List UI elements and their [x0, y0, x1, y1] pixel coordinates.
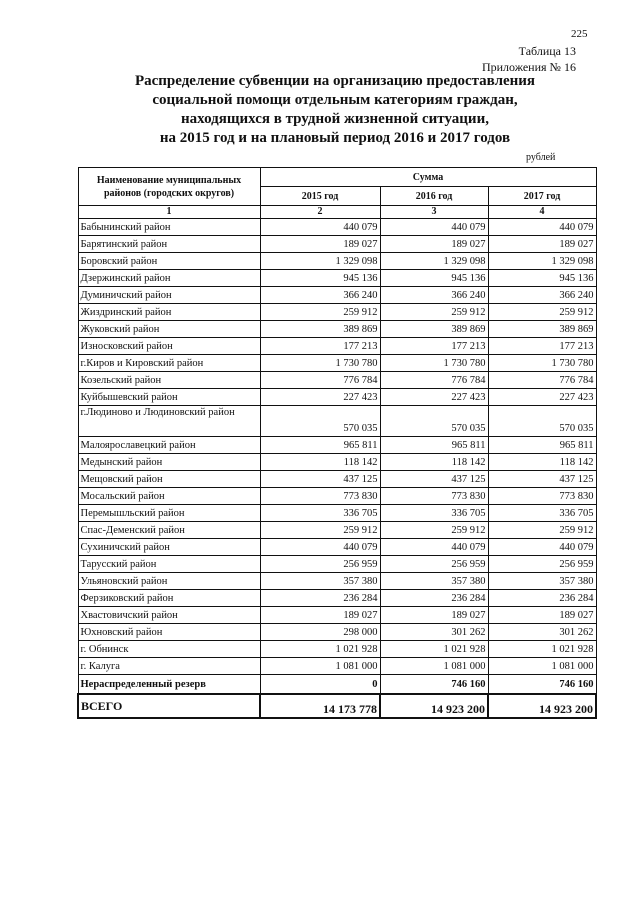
district-name: Мещовский район	[78, 471, 260, 488]
district-name: Козельский район	[78, 372, 260, 389]
amount-2015: 256 959	[260, 556, 380, 573]
amount-2016: 259 912	[380, 522, 488, 539]
amount-2016: 440 079	[380, 539, 488, 556]
amount-2017: 776 784	[488, 372, 596, 389]
amount-2016: 1 730 780	[380, 355, 488, 372]
table-row	[78, 304, 596, 321]
amount-2015: 236 284	[260, 590, 380, 607]
title-line: Распределение субвенции на организацию предоставления	[134, 73, 536, 89]
amount-2016: 965 811	[380, 437, 488, 454]
table-row	[78, 624, 596, 641]
amount-2016: 336 705	[380, 505, 488, 522]
table-row	[78, 471, 596, 488]
amount-2016: 389 869	[380, 321, 488, 338]
column-number: 4	[488, 206, 596, 219]
amount-2016: 227 423	[380, 389, 488, 406]
header-year-2016: 2016 год	[380, 187, 488, 206]
table-row	[78, 321, 596, 338]
amount-2017: 570 035	[488, 406, 596, 437]
amount-2017: 236 284	[488, 590, 596, 607]
amount-2017: 965 811	[488, 437, 596, 454]
district-name: Износковский район	[78, 338, 260, 355]
table-row	[78, 505, 596, 522]
amount-2016: 301 262	[380, 624, 488, 641]
amount-2015: 357 380	[260, 573, 380, 590]
amount-2017: 1 081 000	[488, 658, 596, 675]
district-name: Жуковский район	[78, 321, 260, 338]
amount-2015: 773 830	[260, 488, 380, 505]
district-name: г.Киров и Кировский район	[78, 355, 260, 372]
amount-2017: 118 142	[488, 454, 596, 471]
table-row	[78, 658, 596, 675]
district-name: Бабынинский район	[78, 219, 260, 236]
table-row	[78, 522, 596, 539]
table-row	[78, 253, 596, 270]
district-name: г. Калуга	[78, 658, 260, 675]
units-label: рублей	[526, 152, 556, 163]
total-name: ВСЕГО	[78, 694, 260, 718]
amount-2015: 437 125	[260, 471, 380, 488]
amount-2017: 945 136	[488, 270, 596, 287]
total-row	[78, 694, 596, 718]
district-name: г.Людиново и Людиновский район	[78, 406, 260, 437]
district-name: Сухиничский район	[78, 539, 260, 556]
amount-2017: 256 959	[488, 556, 596, 573]
district-name: Тарусский район	[78, 556, 260, 573]
amount-2016: 776 784	[380, 372, 488, 389]
amount-2017: 440 079	[488, 219, 596, 236]
table-row	[78, 355, 596, 372]
district-name: Думиничский район	[78, 287, 260, 304]
total-2017: 14 923 200	[488, 694, 596, 718]
amount-2017: 440 079	[488, 539, 596, 556]
amount-2015: 336 705	[260, 505, 380, 522]
page-number: 225	[571, 28, 588, 40]
amount-2016: 1 081 000	[380, 658, 488, 675]
amount-2017: 259 912	[488, 304, 596, 321]
table-row	[78, 236, 596, 253]
reserve-row	[78, 675, 596, 695]
district-name: Спас-Деменский район	[78, 522, 260, 539]
table-body	[78, 219, 596, 675]
amount-2016: 773 830	[380, 488, 488, 505]
amount-2017: 773 830	[488, 488, 596, 505]
table-row	[78, 406, 596, 437]
amount-2016: 177 213	[380, 338, 488, 355]
amount-2017: 189 027	[488, 236, 596, 253]
header-year-2017: 2017 год	[488, 187, 596, 206]
table-row	[78, 270, 596, 287]
amount-2016: 1 021 928	[380, 641, 488, 658]
amount-2017: 259 912	[488, 522, 596, 539]
column-number: 2	[260, 206, 380, 219]
title-line: находящихся в трудной жизненной ситуации,	[181, 111, 489, 127]
district-name: Мосальский район	[78, 488, 260, 505]
district-name: г. Обнинск	[78, 641, 260, 658]
table-row	[78, 219, 596, 236]
table-row	[78, 488, 596, 505]
district-name: Дзержинский район	[78, 270, 260, 287]
amount-2017: 301 262	[488, 624, 596, 641]
total-2015: 14 173 778	[260, 694, 380, 718]
amount-2015: 189 027	[260, 607, 380, 624]
table-row	[78, 641, 596, 658]
district-name: Хвастовичский район	[78, 607, 260, 624]
district-name: Малоярославецкий район	[78, 437, 260, 454]
amount-2015: 776 784	[260, 372, 380, 389]
reserve-name: Нераспределенный резерв	[78, 675, 260, 695]
amount-2016: 259 912	[380, 304, 488, 321]
amount-2016: 189 027	[380, 236, 488, 253]
title-line: на 2015 год и на плановый период 2016 и 2017 годов	[159, 130, 511, 146]
table-row	[78, 454, 596, 471]
amount-2015: 118 142	[260, 454, 380, 471]
header-name: Наименование муниципальных районов (городских округов)	[78, 168, 260, 206]
district-name: Куйбышевский район	[78, 389, 260, 406]
header-sum: Сумма	[260, 168, 596, 187]
amount-2015: 389 869	[260, 321, 380, 338]
district-name: Жиздринский район	[78, 304, 260, 321]
column-number: 3	[380, 206, 488, 219]
district-name: Боровский район	[78, 253, 260, 270]
table-label: Таблица 13	[518, 44, 576, 58]
amount-2015: 945 136	[260, 270, 380, 287]
amount-2016: 945 136	[380, 270, 488, 287]
district-name: Медынский район	[78, 454, 260, 471]
district-name: Ульяновский район	[78, 573, 260, 590]
amount-2017: 1 329 098	[488, 253, 596, 270]
amount-2017: 336 705	[488, 505, 596, 522]
table-row	[78, 573, 596, 590]
appendix-label: Приложения № 16	[481, 60, 576, 74]
reserve-2017: 746 160	[488, 675, 596, 695]
document-title	[100, 72, 570, 148]
table-row	[78, 389, 596, 406]
amount-2017: 437 125	[488, 471, 596, 488]
amount-2015: 366 240	[260, 287, 380, 304]
table-row	[78, 539, 596, 556]
table-row	[78, 607, 596, 624]
table-reference	[482, 43, 576, 75]
amount-2016: 1 329 098	[380, 253, 488, 270]
district-name: Перемышльский район	[78, 505, 260, 522]
reserve-2015: 0	[260, 675, 380, 695]
amount-2017: 1 021 928	[488, 641, 596, 658]
total-2016: 14 923 200	[380, 694, 488, 718]
table-row	[78, 338, 596, 355]
amount-2017: 189 027	[488, 607, 596, 624]
title-line: социальной помощи отдельным категориям граждан,	[152, 92, 518, 108]
amount-2015: 440 079	[260, 539, 380, 556]
amount-2015: 440 079	[260, 219, 380, 236]
district-name: Ферзиковский район	[78, 590, 260, 607]
amount-2015: 1 730 780	[260, 355, 380, 372]
amount-2017: 366 240	[488, 287, 596, 304]
district-name: Юхновский район	[78, 624, 260, 641]
amount-2017: 227 423	[488, 389, 596, 406]
subvention-table	[77, 167, 597, 719]
amount-2017: 1 730 780	[488, 355, 596, 372]
table-row	[78, 287, 596, 304]
amount-2016: 189 027	[380, 607, 488, 624]
amount-2015: 227 423	[260, 389, 380, 406]
amount-2016: 570 035	[380, 406, 488, 437]
amount-2016: 366 240	[380, 287, 488, 304]
amount-2017: 357 380	[488, 573, 596, 590]
amount-2016: 437 125	[380, 471, 488, 488]
reserve-2016: 746 160	[380, 675, 488, 695]
amount-2015: 259 912	[260, 304, 380, 321]
amount-2015: 189 027	[260, 236, 380, 253]
amount-2015: 965 811	[260, 437, 380, 454]
amount-2017: 177 213	[488, 338, 596, 355]
amount-2015: 1 081 000	[260, 658, 380, 675]
table-row	[78, 556, 596, 573]
amount-2016: 236 284	[380, 590, 488, 607]
amount-2016: 256 959	[380, 556, 488, 573]
amount-2015: 1 329 098	[260, 253, 380, 270]
amount-2016: 357 380	[380, 573, 488, 590]
amount-2015: 177 213	[260, 338, 380, 355]
amount-2016: 118 142	[380, 454, 488, 471]
district-name: Барятинский район	[78, 236, 260, 253]
table-row	[78, 437, 596, 454]
amount-2015: 298 000	[260, 624, 380, 641]
amount-2016: 440 079	[380, 219, 488, 236]
amount-2017: 389 869	[488, 321, 596, 338]
column-number: 1	[78, 206, 260, 219]
amount-2015: 570 035	[260, 406, 380, 437]
header-year-2015: 2015 год	[260, 187, 380, 206]
amount-2015: 259 912	[260, 522, 380, 539]
table-row	[78, 372, 596, 389]
amount-2015: 1 021 928	[260, 641, 380, 658]
table-row	[78, 590, 596, 607]
